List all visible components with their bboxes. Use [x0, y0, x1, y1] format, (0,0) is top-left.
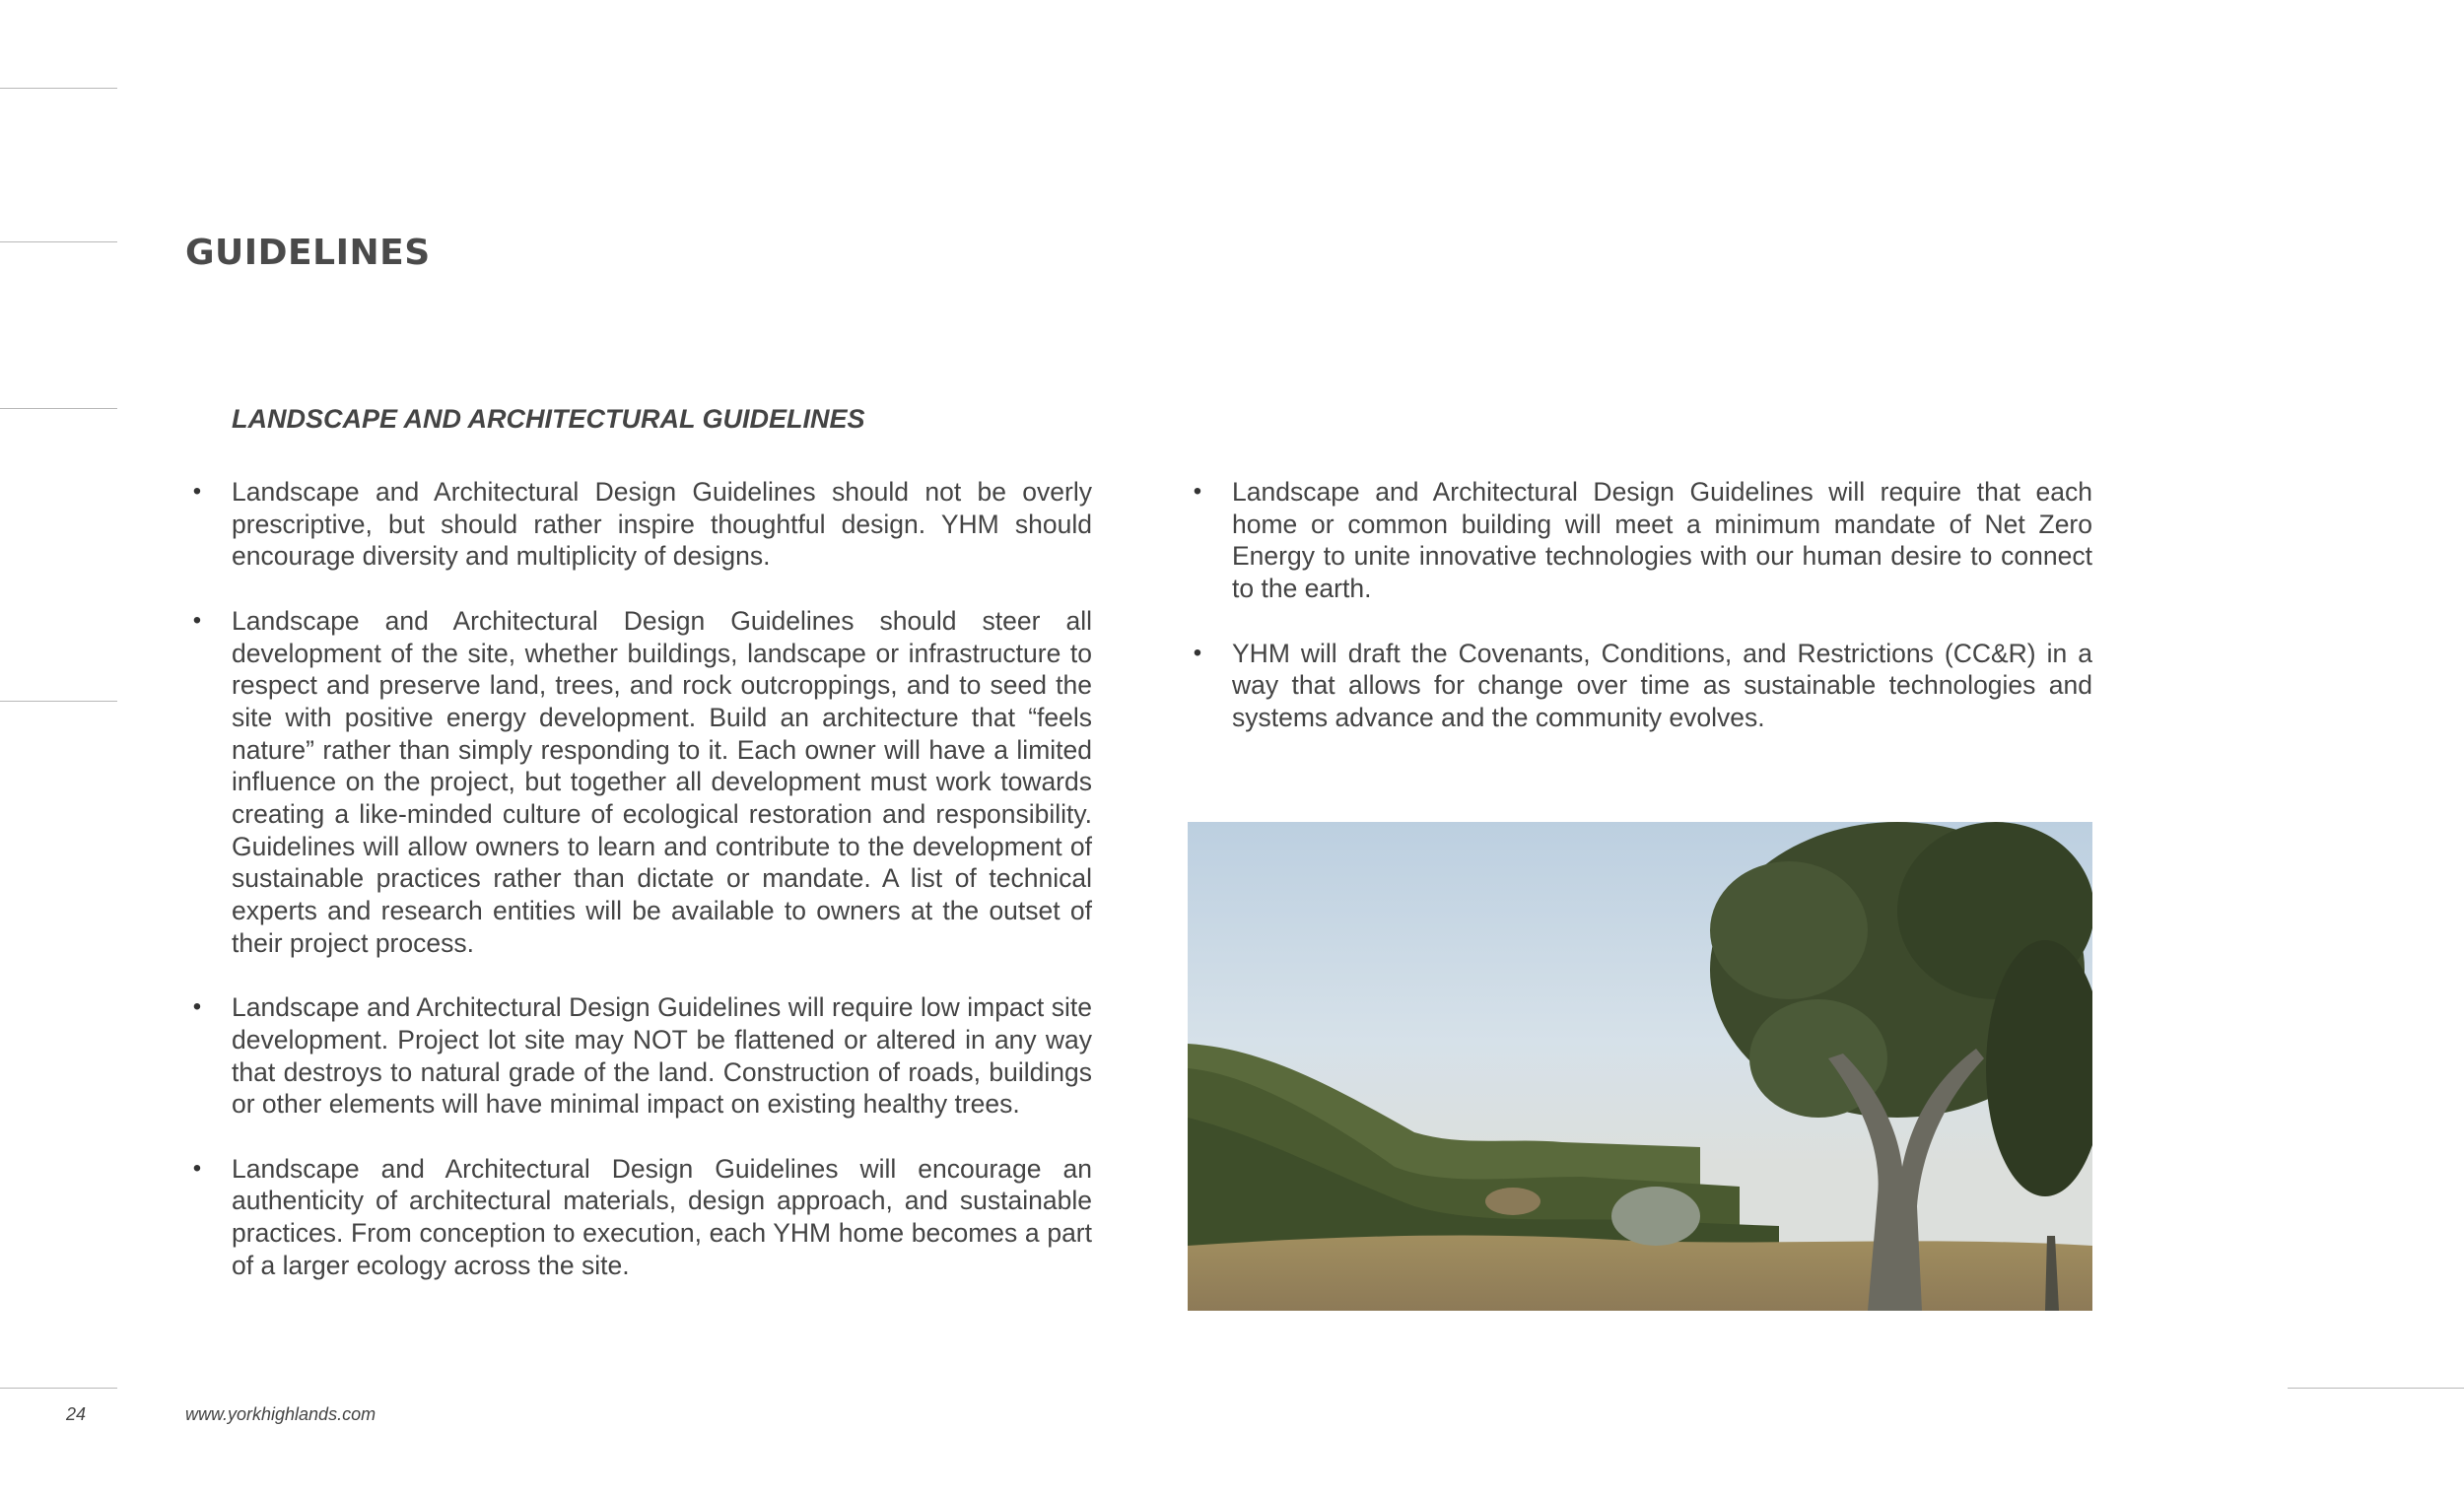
bullet-text: Landscape and Architectural Design Guidelines will require low impact site development. Project lot site may NOT be flattened or altered in any way that destroys to natural grade of the land. Construction of roads, buildings or other elements will have minimal impact on existing healthy trees.: [232, 992, 1092, 1120]
page-title: GUIDELINES: [185, 233, 431, 273]
left-bullet-list: [192, 476, 1092, 1314]
page-number: 24: [66, 1404, 87, 1424]
bullet-text: Landscape and Architectural Design Guidelines should not be overly prescriptive, but should rather inspire thoughtful design. YHM should encourage diversity and multiplicity of designs.: [232, 477, 1092, 572]
landscape-photo: [1188, 822, 2092, 1311]
margin-rule: [0, 241, 117, 242]
margin-rule: [0, 701, 117, 702]
margin-rule: [0, 408, 117, 409]
bullet-text: Landscape and Architectural Design Guidelines will require that each home or common building will meet a minimum mandate of Net Zero Energy to unite innovative technologies with our human desire to connect to the earth.: [1232, 477, 2092, 604]
bullet-item: [192, 476, 1092, 573]
footer-rule-right: [2288, 1388, 2464, 1389]
bullet-dot: •: [192, 606, 202, 634]
bullet-item: [192, 605, 1092, 960]
bullet-dot: •: [1193, 478, 1202, 505]
margin-rule: [0, 88, 117, 89]
footer-url: www.yorkhighlands.com: [185, 1404, 376, 1424]
bullet-dot: •: [1193, 639, 1202, 666]
section-heading: LANDSCAPE AND ARCHITECTURAL GUIDELINES: [232, 404, 865, 434]
right-bullet-list: [1193, 476, 2092, 766]
bullet-item: [1193, 638, 2092, 734]
bullet-dot: •: [192, 1154, 202, 1182]
bullet-dot: •: [192, 478, 202, 505]
bullet-item: [1193, 476, 2092, 605]
bullet-item: [192, 991, 1092, 1121]
bullet-text: Landscape and Architectural Design Guidelines should steer all development of the site, whether buildings, landscape or infrastructure to respect and preserve land, trees, and rock outcroppings, and to seed the site with positive energy development. Build an architecture that “feels nature” rather than simply responding to it. Each owner will have a limited influence on the project, but together all development must work towards creating a like-minded culture of ecological restoration and responsibility. Guidelines will allow owners to learn and contribute to the development of sustainable practices rather than dictate or mandate. A list of technical experts and research entities will be available to owners at the outset of their project process.: [232, 605, 1092, 958]
bullet-text: YHM will draft the Covenants, Conditions, and Restrictions (CC&R) in a way that allows for change over time as sustainable technologies and systems advance and the community evolves.: [1232, 638, 2092, 732]
bullet-item: [192, 1153, 1092, 1282]
bullet-dot: •: [192, 993, 202, 1021]
footer-rule-left: [0, 1388, 117, 1389]
bullet-text: Landscape and Architectural Design Guidelines will encourage an authenticity of architectural materials, design approach, and sustainable practices. From conception to execution, each YHM home becomes a part of a larger ecology across the site.: [232, 1153, 1092, 1280]
